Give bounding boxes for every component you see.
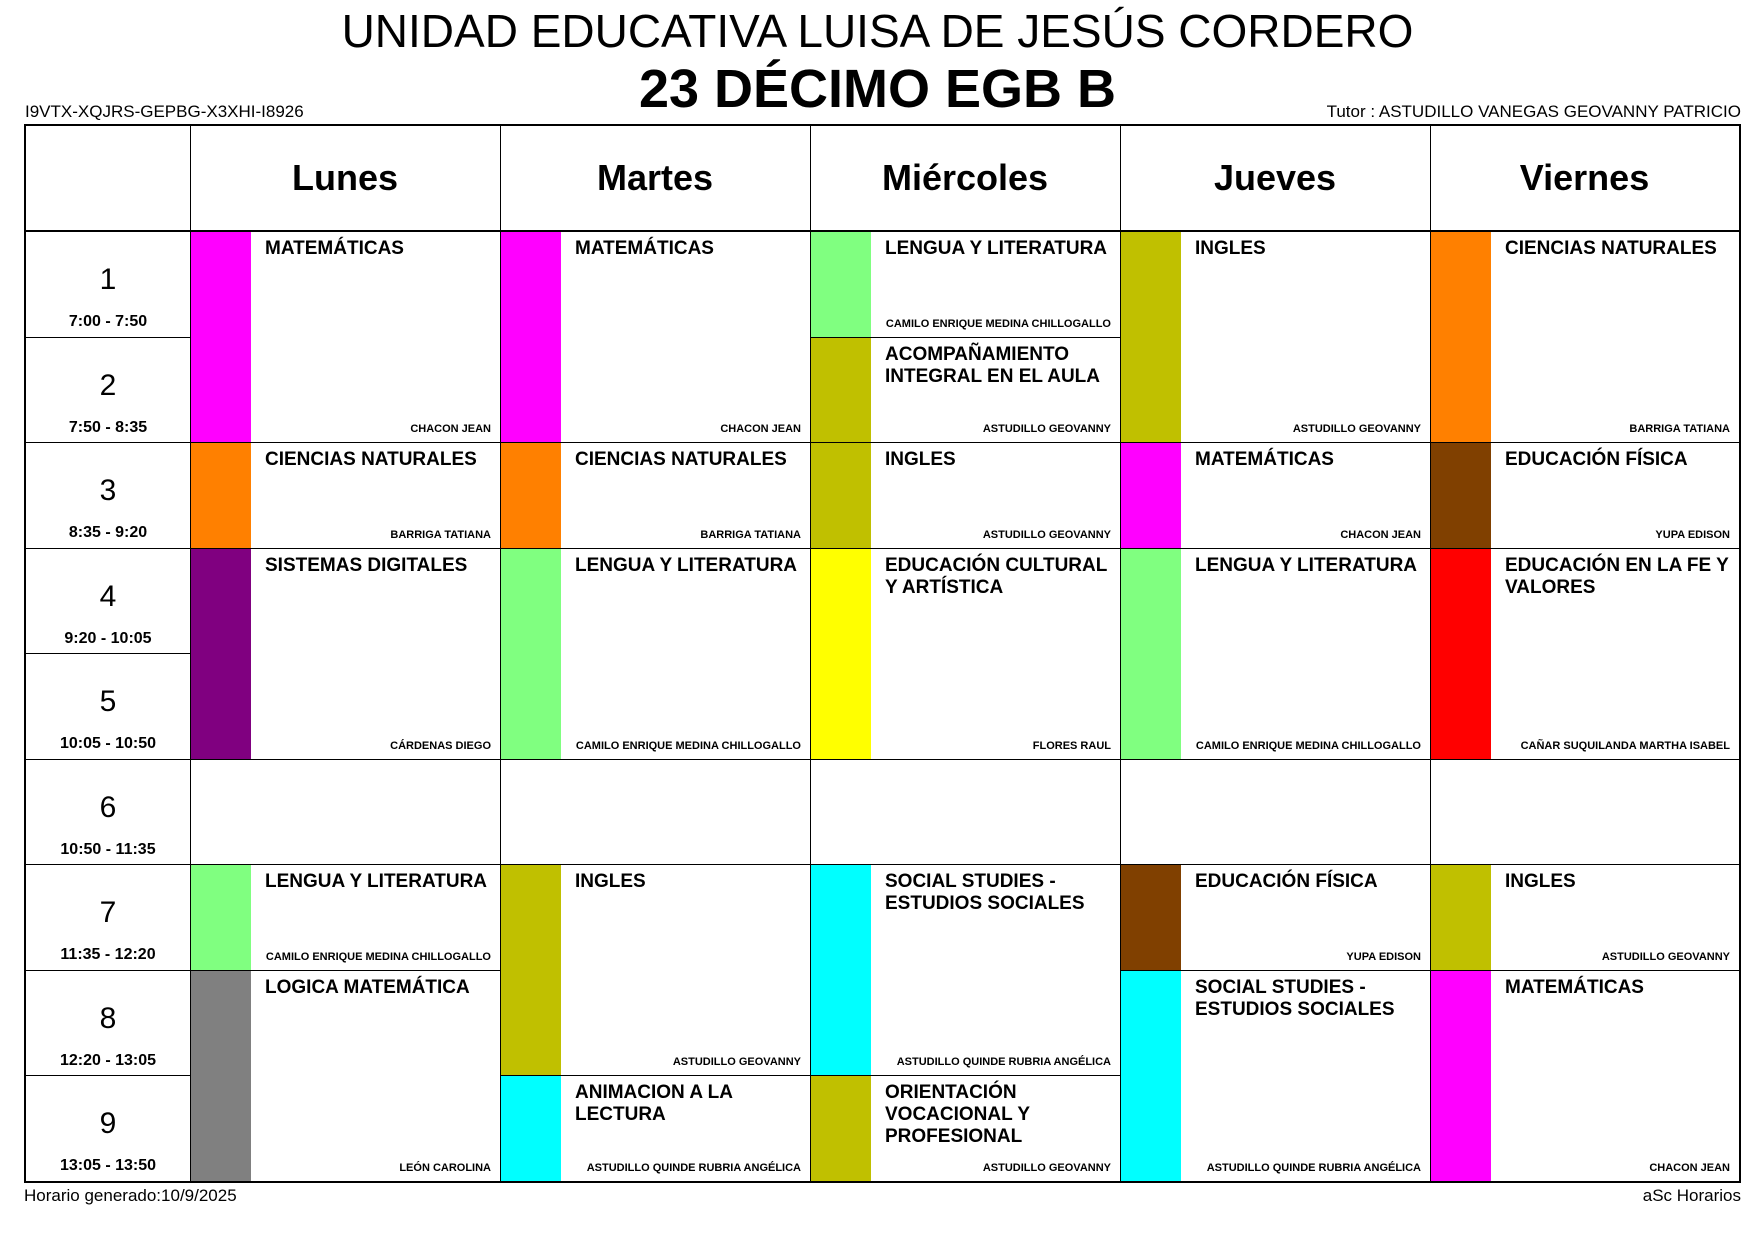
lesson-card — [191, 970, 500, 1182]
lesson-card — [811, 231, 1120, 338]
day-header-viernes: Viernes — [1519, 157, 1650, 198]
lesson-teacher: YUPA EDISON — [1655, 529, 1730, 541]
subject-color-strip — [811, 232, 871, 337]
lesson-subject: LENGUA Y LITERATURA — [265, 871, 488, 892]
subject-color-strip — [1121, 443, 1181, 548]
lesson-card — [1431, 442, 1739, 549]
period-time: 7:00 - 7:50 — [68, 313, 148, 330]
generated-date: Horario generado:10/9/2025 — [24, 1186, 237, 1205]
lesson-subject: LENGUA Y LITERATURA — [1195, 555, 1418, 576]
subject-color-strip — [811, 1076, 871, 1181]
brand-label: aSc Horarios — [1642, 1186, 1741, 1205]
lesson-card — [501, 548, 810, 760]
subject-color-strip — [1431, 443, 1491, 548]
lesson-teacher: ASTUDILLO GEOVANNY — [982, 423, 1111, 435]
lesson-teacher: CAMILO ENRIQUE MEDINA CHILLOGALLO — [575, 740, 801, 752]
lesson-card — [811, 1075, 1120, 1182]
period-number: 3 — [99, 474, 117, 507]
lesson-card — [811, 864, 1120, 1076]
subject-color-strip — [501, 549, 561, 759]
lesson-teacher: ASTUDILLO GEOVANNY — [982, 529, 1111, 541]
lesson-teacher: CÁRDENAS DIEGO — [390, 740, 491, 752]
subject-color-strip — [1121, 971, 1181, 1181]
lesson-teacher: CAMILO ENRIQUE MEDINA CHILLOGALLO — [265, 951, 491, 963]
period-number: 6 — [99, 791, 117, 824]
lesson-card — [1121, 548, 1430, 760]
lesson-teacher: BARRIGA TATIANA — [700, 529, 801, 541]
lesson-teacher: ASTUDILLO GEOVANNY — [1601, 951, 1730, 963]
period-time: 9:20 - 10:05 — [64, 630, 152, 647]
lesson-subject: INGLES — [885, 449, 956, 470]
lesson-teacher: LEÓN CAROLINA — [399, 1162, 491, 1174]
lesson-card — [1121, 970, 1430, 1182]
day-header-lunes: Lunes — [291, 157, 398, 198]
subject-color-strip — [811, 338, 871, 442]
subject-color-strip — [1121, 549, 1181, 759]
lesson-subject: MATEMÁTICAS — [575, 238, 714, 259]
subject-color-strip — [191, 232, 251, 442]
school-name: UNIDAD EDUCATIVA LUISA DE JESÚS CORDERO — [341, 5, 1414, 57]
lesson-card — [501, 864, 810, 1076]
lesson-teacher: ASTUDILLO QUINDE RUBRIA ANGÉLICA — [1206, 1162, 1421, 1174]
subject-color-strip — [501, 1076, 561, 1181]
lesson-teacher: CAMILO ENRIQUE MEDINA CHILLOGALLO — [1195, 740, 1421, 752]
period-time: 10:50 - 11:35 — [60, 841, 156, 858]
lesson-teacher: BARRIGA TATIANA — [390, 529, 491, 541]
timetable-code: I9VTX-XQJRS-GEPBG-X3XHI-I8926 — [25, 102, 304, 121]
period-number: 7 — [99, 896, 117, 929]
subject-color-strip — [501, 865, 561, 1075]
period-time: 7:50 - 8:35 — [68, 419, 148, 436]
tutor-name: Tutor : ASTUDILLO VANEGAS GEOVANNY PATRICIO — [1326, 102, 1741, 121]
timetable-grid — [24, 124, 1741, 1183]
lesson-teacher: CHACON JEAN — [1649, 1162, 1730, 1174]
subject-color-strip — [1431, 232, 1491, 442]
period-time: 11:35 - 12:20 — [60, 946, 156, 963]
lesson-teacher: ASTUDILLO QUINDE RUBRIA ANGÉLICA — [896, 1056, 1111, 1068]
subject-color-strip — [191, 549, 251, 759]
lesson-subject: EDUCACIÓN FÍSICA — [1505, 449, 1688, 470]
subject-color-strip — [811, 865, 871, 1075]
day-header-martes: Martes — [596, 157, 714, 198]
lesson-teacher: CAÑAR SUQUILANDA MARTHA ISABEL — [1520, 740, 1730, 752]
subject-color-strip — [1431, 971, 1491, 1181]
lesson-card — [1121, 442, 1430, 549]
lesson-card — [1121, 864, 1430, 971]
lesson-card — [191, 548, 500, 760]
period-time: 8:35 - 9:20 — [68, 524, 148, 541]
lesson-subject: LENGUA Y LITERATURA — [885, 238, 1108, 259]
lesson-subject: INGLES — [1195, 238, 1266, 259]
lesson-teacher: YUPA EDISON — [1346, 951, 1421, 963]
lesson-teacher: ASTUDILLO GEOVANNY — [982, 1162, 1111, 1174]
lesson-teacher: ASTUDILLO GEOVANNY — [1292, 423, 1421, 435]
lesson-subject: SOCIAL STUDIES - ESTUDIOS SOCIALES — [1195, 977, 1395, 1020]
lesson-subject: EDUCACIÓN CULTURAL Y ARTÍSTICA — [885, 555, 1108, 598]
class-title: 23 DÉCIMO EGB B — [638, 59, 1117, 119]
lesson-subject: SISTEMAS DIGITALES — [265, 555, 468, 576]
lesson-card — [1431, 548, 1739, 760]
subject-color-strip — [501, 232, 561, 442]
period-number: 8 — [99, 1002, 117, 1035]
lesson-card — [191, 864, 500, 971]
lesson-subject: INGLES — [575, 871, 646, 892]
lesson-subject: CIENCIAS NATURALES — [575, 449, 787, 470]
subject-color-strip — [191, 971, 251, 1181]
period-number: 4 — [99, 580, 117, 613]
lesson-teacher: ASTUDILLO GEOVANNY — [672, 1056, 801, 1068]
period-number: 1 — [99, 263, 117, 296]
day-header-miercoles: Miércoles — [881, 157, 1049, 198]
period-time: 13:05 - 13:50 — [59, 1157, 157, 1174]
subject-color-strip — [1121, 232, 1181, 442]
lesson-teacher: CHACON JEAN — [410, 423, 491, 435]
lesson-card — [501, 1075, 810, 1182]
lesson-card — [1431, 970, 1739, 1182]
lesson-teacher: FLORES RAUL — [1032, 740, 1111, 752]
day-header-jueves: Jueves — [1213, 157, 1337, 198]
lesson-subject: ORIENTACIÓN VOCACIONAL Y PROFESIONAL — [885, 1082, 1030, 1147]
lesson-subject: ACOMPAÑAMIENTO INTEGRAL EN EL AULA — [885, 344, 1100, 387]
lesson-card — [1431, 864, 1739, 971]
period-number: 5 — [99, 685, 117, 718]
lesson-card — [501, 231, 810, 443]
lesson-teacher: ASTUDILLO QUINDE RUBRIA ANGÉLICA — [586, 1162, 801, 1174]
lesson-subject: MATEMÁTICAS — [1505, 977, 1644, 998]
lesson-card — [191, 442, 500, 549]
lesson-subject: LOGICA MATEMÁTICA — [265, 977, 470, 998]
lesson-subject: LENGUA Y LITERATURA — [575, 555, 798, 576]
subject-color-strip — [191, 865, 251, 970]
subject-color-strip — [811, 443, 871, 548]
lesson-subject: MATEMÁTICAS — [265, 238, 404, 259]
lesson-teacher: BARRIGA TATIANA — [1629, 423, 1730, 435]
lesson-card — [811, 548, 1120, 760]
lesson-card — [501, 442, 810, 549]
lesson-card — [1431, 231, 1739, 443]
subject-color-strip — [1121, 865, 1181, 970]
subject-color-strip — [191, 443, 251, 548]
lesson-subject: CIENCIAS NATURALES — [1505, 238, 1717, 259]
lesson-subject: EDUCACIÓN FÍSICA — [1195, 871, 1378, 892]
lesson-subject: MATEMÁTICAS — [1195, 449, 1334, 470]
lesson-teacher: CHACON JEAN — [720, 423, 801, 435]
lesson-card — [811, 337, 1120, 443]
period-time: 12:20 - 13:05 — [59, 1052, 157, 1069]
lesson-card — [1121, 231, 1430, 443]
period-number: 9 — [99, 1107, 117, 1140]
subject-color-strip — [811, 549, 871, 759]
lesson-subject: ANIMACION A LA LECTURA — [575, 1082, 733, 1125]
lesson-subject: CIENCIAS NATURALES — [265, 449, 477, 470]
lesson-card — [811, 442, 1120, 549]
lesson-subject: EDUCACIÓN EN LA FE Y VALORES — [1505, 555, 1729, 598]
lesson-subject: INGLES — [1505, 871, 1576, 892]
subject-color-strip — [1431, 865, 1491, 970]
period-number: 2 — [99, 369, 117, 402]
lesson-subject: SOCIAL STUDIES - ESTUDIOS SOCIALES — [885, 871, 1085, 914]
lesson-card — [191, 231, 500, 443]
subject-color-strip — [501, 443, 561, 548]
lesson-teacher: CHACON JEAN — [1340, 529, 1421, 541]
lesson-teacher: CAMILO ENRIQUE MEDINA CHILLOGALLO — [885, 318, 1111, 330]
subject-color-strip — [1431, 549, 1491, 759]
period-time: 10:05 - 10:50 — [59, 735, 157, 752]
